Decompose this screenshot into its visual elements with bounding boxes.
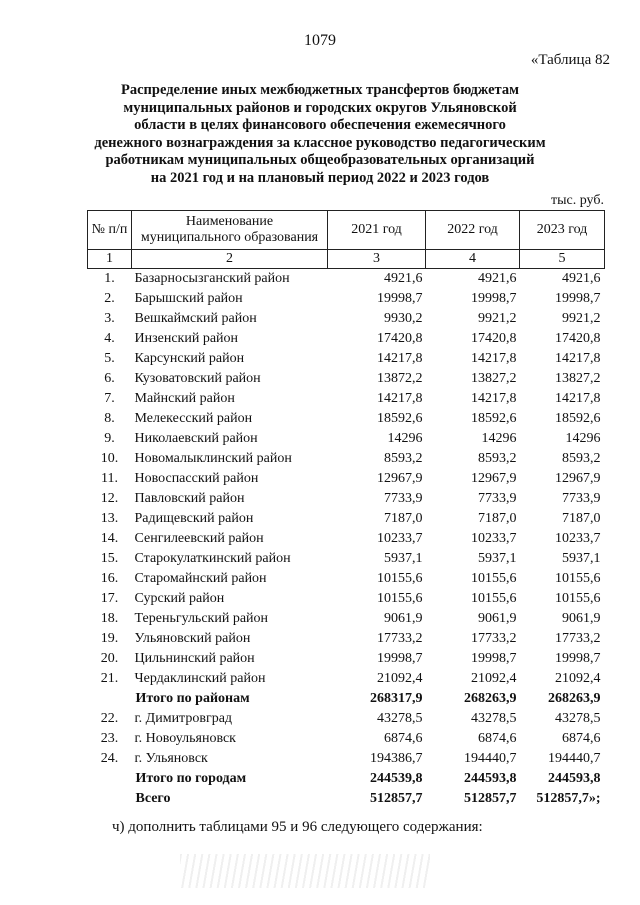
value-2023: 512857,7»; [536, 791, 601, 806]
value-2022: 13827,2 [471, 371, 517, 386]
row-number: 4. [104, 331, 115, 346]
value-2023: 5937,1 [562, 551, 601, 566]
table-row [88, 329, 605, 349]
table-row [88, 749, 605, 769]
row-name: г. Димитровград [134, 711, 233, 726]
document-title [70, 82, 570, 187]
value-2022: 21092,4 [471, 671, 517, 686]
table-row [88, 309, 605, 329]
row-name: Николаевский район [134, 431, 258, 446]
units-label: тыс. руб. [551, 193, 604, 208]
title-line: денежного вознаграждения за классное руководство педагогическим [94, 134, 546, 151]
value-2023: 13827,2 [555, 371, 601, 386]
row-number: 22. [100, 711, 119, 726]
value-2023: 9061,9 [562, 611, 601, 626]
value-2021: 194386,7 [370, 751, 423, 766]
row-number: 14. [100, 531, 119, 546]
value-2023: 19998,7 [555, 291, 601, 306]
table-row [88, 269, 605, 290]
value-2023: 4921,6 [562, 271, 601, 286]
value-2023: 17420,8 [555, 331, 601, 346]
value-2021: 7187,0 [384, 511, 423, 526]
value-2022: 5937,1 [478, 551, 517, 566]
row-number: 17. [100, 591, 119, 606]
value-2021: 5937,1 [384, 551, 423, 566]
row-name: Старокулаткинский район [134, 551, 291, 566]
value-2023: 244593,8 [548, 771, 601, 786]
value-2022: 512857,7 [464, 791, 517, 806]
value-2021: 21092,4 [377, 671, 423, 686]
row-name: Сурский район [134, 591, 225, 606]
row-number [88, 789, 132, 809]
value-2021: 13872,2 [377, 371, 423, 386]
row-number: 6. [104, 371, 115, 386]
row-number: 11. [101, 471, 118, 486]
value-2021: 14217,8 [377, 391, 423, 406]
table-body [88, 269, 605, 810]
value-2023: 14217,8 [555, 351, 601, 366]
value-2022: 194440,7 [464, 751, 517, 766]
row-name: Новоспасский район [134, 471, 259, 486]
table-row [88, 569, 605, 589]
value-2021: 14296 [387, 431, 423, 446]
row-number: 8. [104, 411, 115, 426]
row-name: Старомайнский район [134, 571, 267, 586]
table-row [88, 409, 605, 429]
value-2022: 43278,5 [471, 711, 517, 726]
column-numbers-row [88, 250, 605, 269]
row-number: 5. [104, 351, 115, 366]
value-2022: 19998,7 [471, 291, 517, 306]
transfers-table [87, 210, 605, 809]
faded-stamp-marks [180, 854, 430, 888]
table-row [88, 429, 605, 449]
row-number [88, 689, 132, 709]
value-2021: 6874,6 [384, 731, 423, 746]
value-2023: 10155,6 [555, 571, 601, 586]
row-name: Тереньгульский район [134, 611, 269, 626]
row-name: г. Новоульяновск [134, 731, 236, 746]
table-row [88, 489, 605, 509]
row-name: Барышский район [134, 291, 243, 306]
row-number: 21. [100, 671, 119, 686]
row-name: г. Ульяновск [134, 751, 208, 766]
row-name: Итого по городам [135, 771, 247, 786]
row-name: Цильнинский район [134, 651, 255, 666]
value-2022: 14217,8 [471, 391, 517, 406]
total-row [88, 789, 605, 809]
row-name: Кузоватовский район [134, 371, 261, 386]
title-line: работникам муниципальных общеобразовательных организаций [105, 152, 535, 168]
table-row [88, 369, 605, 389]
header-2023: 2023 год [520, 211, 605, 250]
column-number: 3 [328, 250, 426, 269]
value-2021: 9061,9 [384, 611, 423, 626]
row-name: Павловский район [134, 491, 245, 506]
value-2022: 10233,7 [471, 531, 517, 546]
row-name: Новомалыклинский район [134, 451, 292, 466]
column-number: 2 [132, 250, 328, 269]
value-2021: 268317,9 [370, 691, 423, 706]
title-line: Распределение иных межбюджетных трансфертов бюджетам [121, 82, 519, 98]
value-2021: 12967,9 [377, 471, 423, 486]
row-name: Инзенский район [134, 331, 239, 346]
value-2022: 12967,9 [471, 471, 517, 486]
value-2022: 14217,8 [471, 351, 517, 366]
value-2021: 10155,6 [377, 571, 423, 586]
table-row [88, 609, 605, 629]
value-2021: 7733,9 [384, 491, 423, 506]
table-row [88, 629, 605, 649]
header-2021: 2021 год [328, 211, 426, 250]
table-row [88, 589, 605, 609]
value-2023: 43278,5 [555, 711, 601, 726]
value-2022: 8593,2 [478, 451, 517, 466]
value-2022: 4921,6 [478, 271, 517, 286]
value-2023: 14296 [565, 431, 601, 446]
row-number: 3. [104, 311, 115, 326]
row-number: 12. [100, 491, 119, 506]
table-row [88, 349, 605, 369]
value-2021: 43278,5 [377, 711, 423, 726]
row-name: Базарносызганский район [134, 271, 290, 286]
value-2022: 6874,6 [478, 731, 517, 746]
row-name: Всего [135, 791, 171, 806]
value-2023: 268263,9 [548, 691, 601, 706]
value-2023: 17733,2 [555, 631, 601, 646]
header-num: № п/п [88, 211, 132, 250]
row-number: 9. [104, 431, 115, 446]
value-2021: 19998,7 [377, 651, 423, 666]
value-2022: 10155,6 [471, 571, 517, 586]
total-row [88, 689, 605, 709]
row-name: Сенгилеевский район [134, 531, 264, 546]
value-2022: 18592,6 [471, 411, 517, 426]
value-2022: 9921,2 [478, 311, 517, 326]
row-name: Чердаклинский район [134, 671, 266, 686]
value-2023: 12967,9 [555, 471, 601, 486]
table-row [88, 669, 605, 689]
value-2021: 8593,2 [384, 451, 423, 466]
value-2021: 18592,6 [377, 411, 423, 426]
column-number: 5 [520, 250, 605, 269]
value-2021: 17733,2 [377, 631, 423, 646]
value-2021: 19998,7 [377, 291, 423, 306]
value-2021: 10155,6 [377, 591, 423, 606]
value-2022: 17733,2 [471, 631, 517, 646]
value-2021: 10233,7 [377, 531, 423, 546]
value-2022: 10155,6 [471, 591, 517, 606]
row-number [88, 769, 132, 789]
value-2023: 10155,6 [555, 591, 601, 606]
row-number: 16. [100, 571, 119, 586]
table-row [88, 289, 605, 309]
value-2023: 21092,4 [555, 671, 601, 686]
value-2022: 9061,9 [478, 611, 517, 626]
value-2021: 244539,8 [370, 771, 423, 786]
table-row [88, 389, 605, 409]
column-number: 4 [426, 250, 520, 269]
row-number: 19. [100, 631, 119, 646]
table-row [88, 729, 605, 749]
row-number: 7. [104, 391, 115, 406]
value-2021: 512857,7 [370, 791, 423, 806]
header-2022: 2022 год [426, 211, 520, 250]
table-row [88, 509, 605, 529]
row-name: Ульяновский район [134, 631, 251, 646]
table-label: «Таблица 82 [530, 52, 610, 68]
value-2022: 244593,8 [464, 771, 517, 786]
footer-text: ч) дополнить таблицами 95 и 96 следующего содержания: [112, 819, 483, 835]
value-2023: 18592,6 [555, 411, 601, 426]
table-row [88, 649, 605, 669]
value-2023: 14217,8 [555, 391, 601, 406]
row-number: 20. [100, 651, 119, 666]
value-2022: 7187,0 [478, 511, 517, 526]
row-number: 2. [104, 291, 115, 306]
value-2023: 19998,7 [555, 651, 601, 666]
row-number: 13. [100, 511, 119, 526]
table-row [88, 549, 605, 569]
value-2023: 9921,2 [562, 311, 601, 326]
row-name: Вешкаймский район [134, 311, 257, 326]
value-2022: 7733,9 [478, 491, 517, 506]
value-2023: 8593,2 [562, 451, 601, 466]
row-number: 24. [100, 751, 119, 766]
row-name: Итого по районам [135, 691, 250, 706]
value-2023: 7733,9 [562, 491, 601, 506]
value-2021: 17420,8 [377, 331, 423, 346]
column-number: 1 [88, 250, 132, 269]
value-2022: 268263,9 [464, 691, 517, 706]
page-number: 1079 [304, 32, 336, 49]
table-row [88, 449, 605, 469]
row-number: 10. [100, 451, 119, 466]
table-row [88, 709, 605, 729]
value-2023: 10233,7 [555, 531, 601, 546]
title-line: области в целях финансового обеспечения ежемесячного [134, 117, 506, 133]
row-number: 18. [100, 611, 119, 626]
value-2022: 19998,7 [471, 651, 517, 666]
value-2023: 6874,6 [562, 731, 601, 746]
row-number: 15. [100, 551, 119, 566]
value-2021: 4921,6 [384, 271, 423, 286]
title-line: на 2021 год и на плановый период 2022 и 2023 годов [150, 169, 490, 186]
value-2021: 9930,2 [384, 311, 423, 326]
total-row [88, 769, 605, 789]
row-name: Карсунский район [134, 351, 245, 366]
row-number: 23. [100, 731, 119, 746]
value-2022: 17420,8 [471, 331, 517, 346]
header-name: Наименование муниципального образования [132, 211, 328, 250]
title-line: муниципальных районов и городских округов Ульяновской [123, 99, 517, 116]
table-header-row [88, 211, 605, 250]
row-name: Майнский район [134, 391, 235, 406]
row-name: Мелекесский район [134, 411, 253, 426]
value-2023: 194440,7 [548, 751, 601, 766]
row-number: 1. [104, 271, 115, 286]
table-row [88, 529, 605, 549]
row-name: Радищевский район [134, 511, 254, 526]
value-2023: 7187,0 [562, 511, 601, 526]
value-2021: 14217,8 [377, 351, 423, 366]
value-2022: 14296 [481, 431, 517, 446]
table-row [88, 469, 605, 489]
